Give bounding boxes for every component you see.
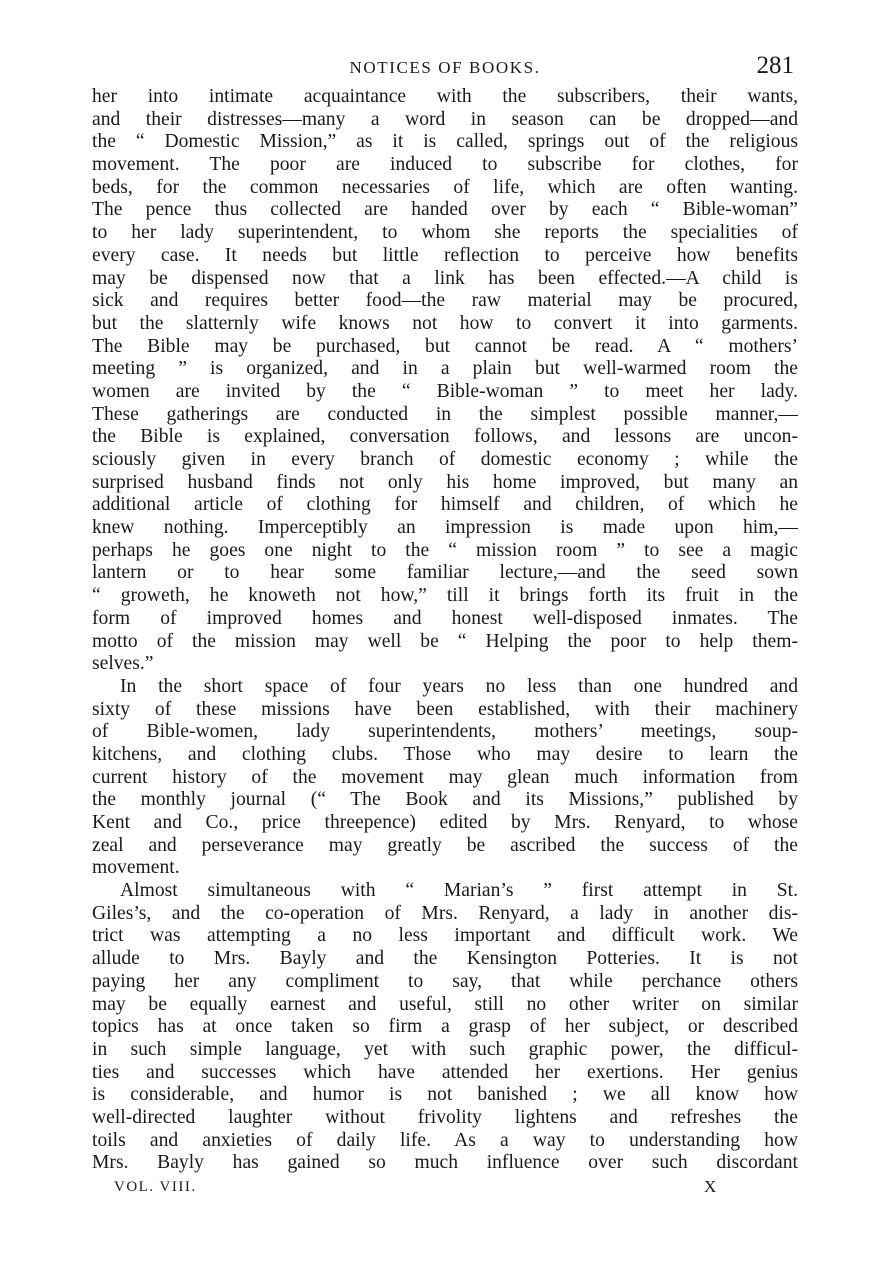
text-line: ties and successes which have attended her exertions. Her genius xyxy=(92,1061,798,1083)
text-line: movement. xyxy=(92,857,180,879)
text-line: in such simple language, yet with such graphic power, the difficul- xyxy=(92,1038,798,1060)
text-line: the Bible is explained, conversation follows, and lessons are uncon- xyxy=(92,426,798,448)
text-line: every case. It needs but little reflection to perceive how benefits xyxy=(92,244,798,266)
text-line: beds, for the common necessaries of life, which are often wanting. xyxy=(92,176,798,198)
text-line: perhaps he goes one night to the “ mission room ” to see a magic xyxy=(92,539,798,561)
text-line: Giles’s, and the co-operation of Mrs. Renyard, a lady in another dis- xyxy=(92,902,798,924)
text-line: kitchens, and clothing clubs. Those who may desire to learn the xyxy=(92,743,798,765)
text-line: Mrs. Bayly has gained so much influence over such discordant xyxy=(92,1152,798,1174)
text-line: meeting ” is organized, and in a plain but well-warmed room the xyxy=(92,358,798,380)
text-line: Almost simultaneous with “ Marian’s ” first attempt in St. xyxy=(120,880,798,902)
text-line: may be equally earnest and useful, still no other writer on similar xyxy=(92,993,798,1015)
text-line: well-directed laughter without frivolity lightens and refreshes the xyxy=(92,1106,798,1128)
body-text xyxy=(92,86,798,1175)
running-head xyxy=(92,52,798,86)
running-title: NOTICES OF BOOKS. xyxy=(349,58,541,77)
text-line: to her lady superintendent, to whom she reports the specialities of xyxy=(92,222,798,244)
text-line: may be dispensed now that a link has been effected.—A child is xyxy=(92,267,798,289)
text-line: topics has at once taken so firm a grasp of her subject, or described xyxy=(92,1016,798,1038)
text-line: trict was attempting a no less important and difficult work. We xyxy=(92,925,798,947)
page-number: 281 xyxy=(756,52,794,79)
signature-mark: X xyxy=(704,1177,717,1196)
text-line: movement. The poor are induced to subscribe for clothes, for xyxy=(92,154,798,176)
text-line: the “ Domestic Mission,” as it is called, springs out of the religious xyxy=(92,131,798,153)
volume-label: VOL. VIII. xyxy=(114,1179,197,1195)
text-line: toils and anxieties of daily life. As a way to understanding how xyxy=(92,1129,798,1151)
text-line: lantern or to hear some familiar lecture,—and the seed sown xyxy=(92,562,798,584)
text-line: motto of the mission may well be “ Helping the poor to help them- xyxy=(92,630,798,652)
text-line: surprised husband finds not only his home improved, but many an xyxy=(92,471,798,493)
text-line: zeal and perseverance may greatly be ascribed the success of the xyxy=(92,834,798,856)
text-line: current history of the movement may glean much information from xyxy=(92,766,798,788)
text-line: and their distresses—many a word in season can be dropped—and xyxy=(92,108,798,130)
text-line: form of improved homes and honest well-disposed inmates. The xyxy=(92,607,798,629)
text-line: but the slatternly wife knows not how to convert it into garments. xyxy=(92,312,798,334)
text-line: paying her any compliment to say, that while perchance others xyxy=(92,970,798,992)
page-footer xyxy=(92,1175,798,1199)
text-line: her into intimate acquaintance with the subscribers, their wants, xyxy=(92,86,798,107)
text-line: sixty of these missions have been established, with their machinery xyxy=(92,698,798,720)
book-page xyxy=(92,52,798,1199)
text-line: In the short space of four years no less than one hundred and xyxy=(120,675,798,697)
text-line: Kent and Co., price threepence) edited by Mrs. Renyard, to whose xyxy=(92,812,798,833)
text-line: of Bible-women, lady superintendents, mothers’ meetings, soup- xyxy=(92,721,798,743)
text-line: additional article of clothing for himself and children, of which he xyxy=(92,494,798,516)
text-line: the monthly journal (“ The Book and its Missions,” published by xyxy=(92,789,798,811)
text-line: These gatherings are conducted in the simplest possible manner,— xyxy=(92,403,798,425)
text-line: sick and requires better food—the raw material may be procured, xyxy=(92,290,798,312)
text-line: The pence thus collected are handed over by each “ Bible-woman” xyxy=(92,199,798,221)
text-line: women are invited by the “ Bible-woman ” to meet her lady. xyxy=(92,380,798,402)
text-line: sciously given in every branch of domestic economy ; while the xyxy=(92,449,798,470)
text-line: “ groweth, he knoweth not how,” till it brings forth its fruit in the xyxy=(92,585,798,607)
text-line: is considerable, and humor is not banished ; we all know how xyxy=(92,1084,798,1106)
text-line: The Bible may be purchased, but cannot be read. A “ mothers’ xyxy=(92,335,798,357)
text-line: selves.” xyxy=(92,653,154,675)
text-line: allude to Mrs. Bayly and the Kensington Potteries. It is not xyxy=(92,948,798,970)
text-line: knew nothing. Imperceptibly an impression is made upon him,— xyxy=(92,517,798,539)
